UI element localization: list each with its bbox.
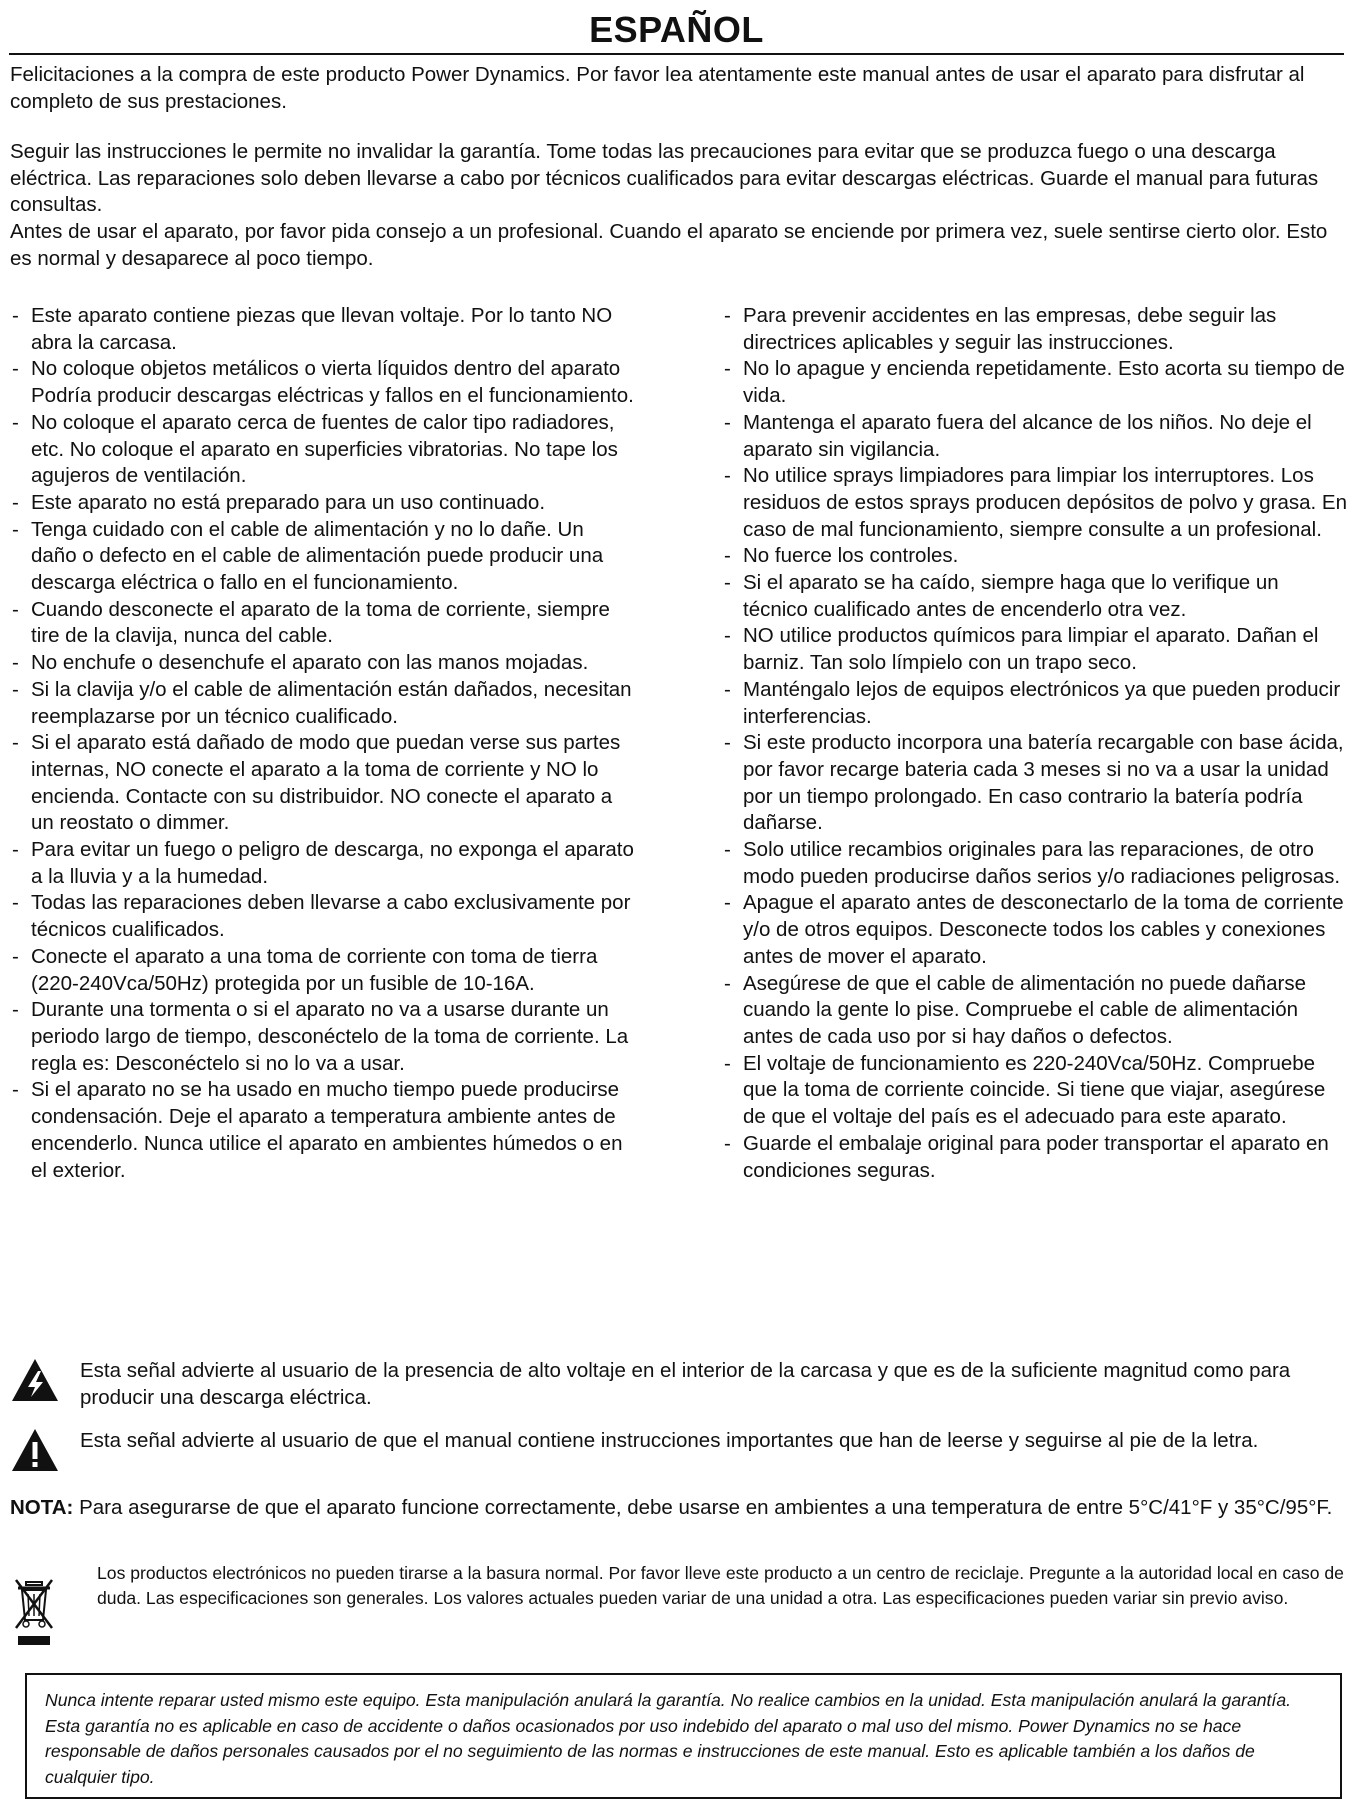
high-voltage-text: Esta señal advierte al usuario de la presencia de alto voltaje en el interior de la carcasa y que es de la suficiente magnitud como para producir una descarga eléctrica. [80,1359,1291,1409]
list-item: - No utilice sprays limpiadores para limpiar los interruptores. Los residuos de estos sprays producen depósitos de polvo y grasa. En caso de mal funcionamiento, siempre consulte a un profesional. [722,463,1347,543]
list-item: - Si este producto incorpora una batería recargable con base ácida, por favor recarge bateria cada 3 meses si no va a usar la unidad por un tiempo prolongado. En caso contrario la batería podría dañarse. [722,730,1347,837]
list-item: - Todas las reparaciones deben llevarse a cabo exclusivamente por técnicos cualificados. [10,890,635,943]
list-item: - Cuando desconecte el aparato de la toma de corriente, siempre tire de la clavija, nunca del cable. [10,597,635,650]
page-title: ESPAÑOL [589,9,764,50]
warranty-text: Nunca intente reparar usted mismo este equipo. Esta manipulación anulará la garantía. No realice cambios en la unidad. Esta manipulación anulará la garantía. Esta garantía no es aplicable en caso de accidente o daños ocasionados por uso indebido del aparato o mal uso del mismo. Power Dynamics no se hace responsable de daños personales causados por el no seguimiento de las normas e instrucciones de este manual. Esto es aplicable también a los daños de cualquier tipo. [45,1690,1291,1787]
list-item: - No fuerce los controles. [722,543,1347,570]
list-item: - Si el aparato se ha caído, siempre haga que lo verifique un técnico cualificado antes de encenderlo otra vez. [722,570,1347,623]
recycling-text: Los productos electrónicos no pueden tirarse a la basura normal. Por favor lleve este producto a un centro de reciclaje. Pregunte a la autoridad local en caso de duda. Las especificaciones son generales. Los valores actuales pueden variar de una unidad a otra. Las especificaciones pueden variar sin previo aviso. [97,1563,1344,1608]
list-item: - No coloque el aparato cerca de fuentes de calor tipo radiadores, etc. No coloque el aparato en superficies vibratorias. No tape los agujeros de ventilación. [10,410,635,490]
list-item: - No coloque objetos metálicos o vierta líquidos dentro del aparato Podría producir descargas eléctricas y fallos en el funcionamiento. [10,356,635,409]
list-item: - Manténgalo lejos de equipos electrónicos ya que pueden producir interferencias. [722,677,1347,730]
intro-paragraph-2: Seguir las instrucciones le permite no invalidar la garantía. Tome todas las precauciones para evitar que se produzca fuego o una descarga eléctrica. Las reparaciones solo deben llevarse a cabo por técnicos cualificados para evitar descargas eléctricas. Guarde el manual para futuras consultas. [10,140,1319,216]
instructions-list-left [10,303,635,1184]
list-item: - No lo apague y encienda repetidamente. Esto acorta su tiempo de vida. [722,356,1347,409]
list-item: - Este aparato no está preparado para un uso continuado. [10,490,635,517]
list-item: - Tenga cuidado con el cable de alimentación y no lo dañe. Un daño o defecto en el cable de alimentación puede producir una descarga eléctrica o fallo en el funcionamiento. [10,517,635,597]
list-item: - El voltaje de funcionamiento es 220-240Vca/50Hz. Compruebe que la toma de corriente coincide. Si tiene que viajar, asegúrese de que el voltaje del país es el adecuado para este aparato. [722,1051,1347,1131]
list-item: - Solo utilice recambios originales para las reparaciones, de otro modo pueden producirse daños serios y/o radiaciones peligrosas. [722,837,1347,890]
list-item: - Asegúrese de que el cable de alimentación no puede dañarse cuando la gente lo pise. Compruebe el cable de alimentación antes de cada uso por si hay daños o defectos. [722,971,1347,1051]
exclamation-warning-icon [10,1427,60,1473]
intro-paragraph-1: Felicitaciones a la compra de este producto Power Dynamics. Por favor lea atentamente este manual antes de usar el aparato para disfrutar al completo de sus prestaciones. [10,63,1305,113]
list-item: - Si el aparato no se ha usado en mucho tiempo puede producirse condensación. Deje el aparato a temperatura ambiente antes de encenderlo. Nunca utilice el aparato en ambientes húmedos o en el exterior. [10,1077,635,1184]
title-divider [9,53,1344,55]
list-item: - Guarde el embalaje original para poder transportar el aparato en condiciones seguras. [722,1131,1347,1184]
list-item: - Si el aparato está dañado de modo que puedan verse sus partes internas, NO conecte el aparato a la toma de corriente y NO lo encienda. Contacte con su distribuidor. NO conecte el aparato a un reostato o dimmer. [10,730,635,837]
caution-text: Esta señal advierte al usuario de que el manual contiene instrucciones importantes que han de leerse y seguirse al pie de la letra. [80,1429,1259,1452]
list-item: - NO utilice productos químicos para limpiar el aparato. Dañan el barniz. Tan solo límpielo con un trapo seco. [722,623,1347,676]
note-label: NOTA: [10,1496,74,1519]
high-voltage-warning-icon [10,1357,60,1403]
list-item: - Este aparato contiene piezas que llevan voltaje. Por lo tanto NO abra la carcasa. [10,303,635,356]
list-item: - No enchufe o desenchufe el aparato con las manos mojadas. [10,650,635,677]
list-item: - Para evitar un fuego o peligro de descarga, no exponga el aparato a la lluvia y a la humedad. [10,837,635,890]
list-item: - Conecte el aparato a una toma de corriente con toma de tierra (220-240Vca/50Hz) protegida por un fusible de 10-16A. [10,944,635,997]
crossed-bin-icon [14,1576,54,1648]
note-paragraph [10,1494,1345,1521]
list-item: - Mantenga el aparato fuera del alcance de los niños. No deje el aparato sin vigilancia. [722,410,1347,463]
warranty-notice-box [25,1673,1342,1799]
list-item: - Durante una tormenta o si el aparato no va a usarse durante un periodo largo de tiempo, desconéctelo de la toma de corriente. La regla es: Desconéctelo si no lo va a usar. [10,997,635,1077]
instructions-list-right [722,303,1347,1184]
list-item: - Si la clavija y/o el cable de alimentación están dañados, necesitan reemplazarse por un técnico cualificado. [10,677,635,730]
intro-paragraph-3: Antes de usar el aparato, por favor pida consejo a un profesional. Cuando el aparato se enciende por primera vez, suele sentirse cierto olor. Esto es normal y desaparece al poco tiempo. [10,220,1328,270]
list-item: - Apague el aparato antes de desconectarlo de la toma de corriente y/o de otros equipos. Desconecte todos los cables y conexiones antes de mover el aparato. [722,890,1347,970]
list-item: - Para prevenir accidentes en las empresas, debe seguir las directrices aplicables y seguir las instrucciones. [722,303,1347,356]
note-text: Para asegurarse de que el aparato funcione correctamente, debe usarse en ambientes a una temperatura de entre 5°C/41°F y 35°C/95°F. [73,1496,1333,1519]
